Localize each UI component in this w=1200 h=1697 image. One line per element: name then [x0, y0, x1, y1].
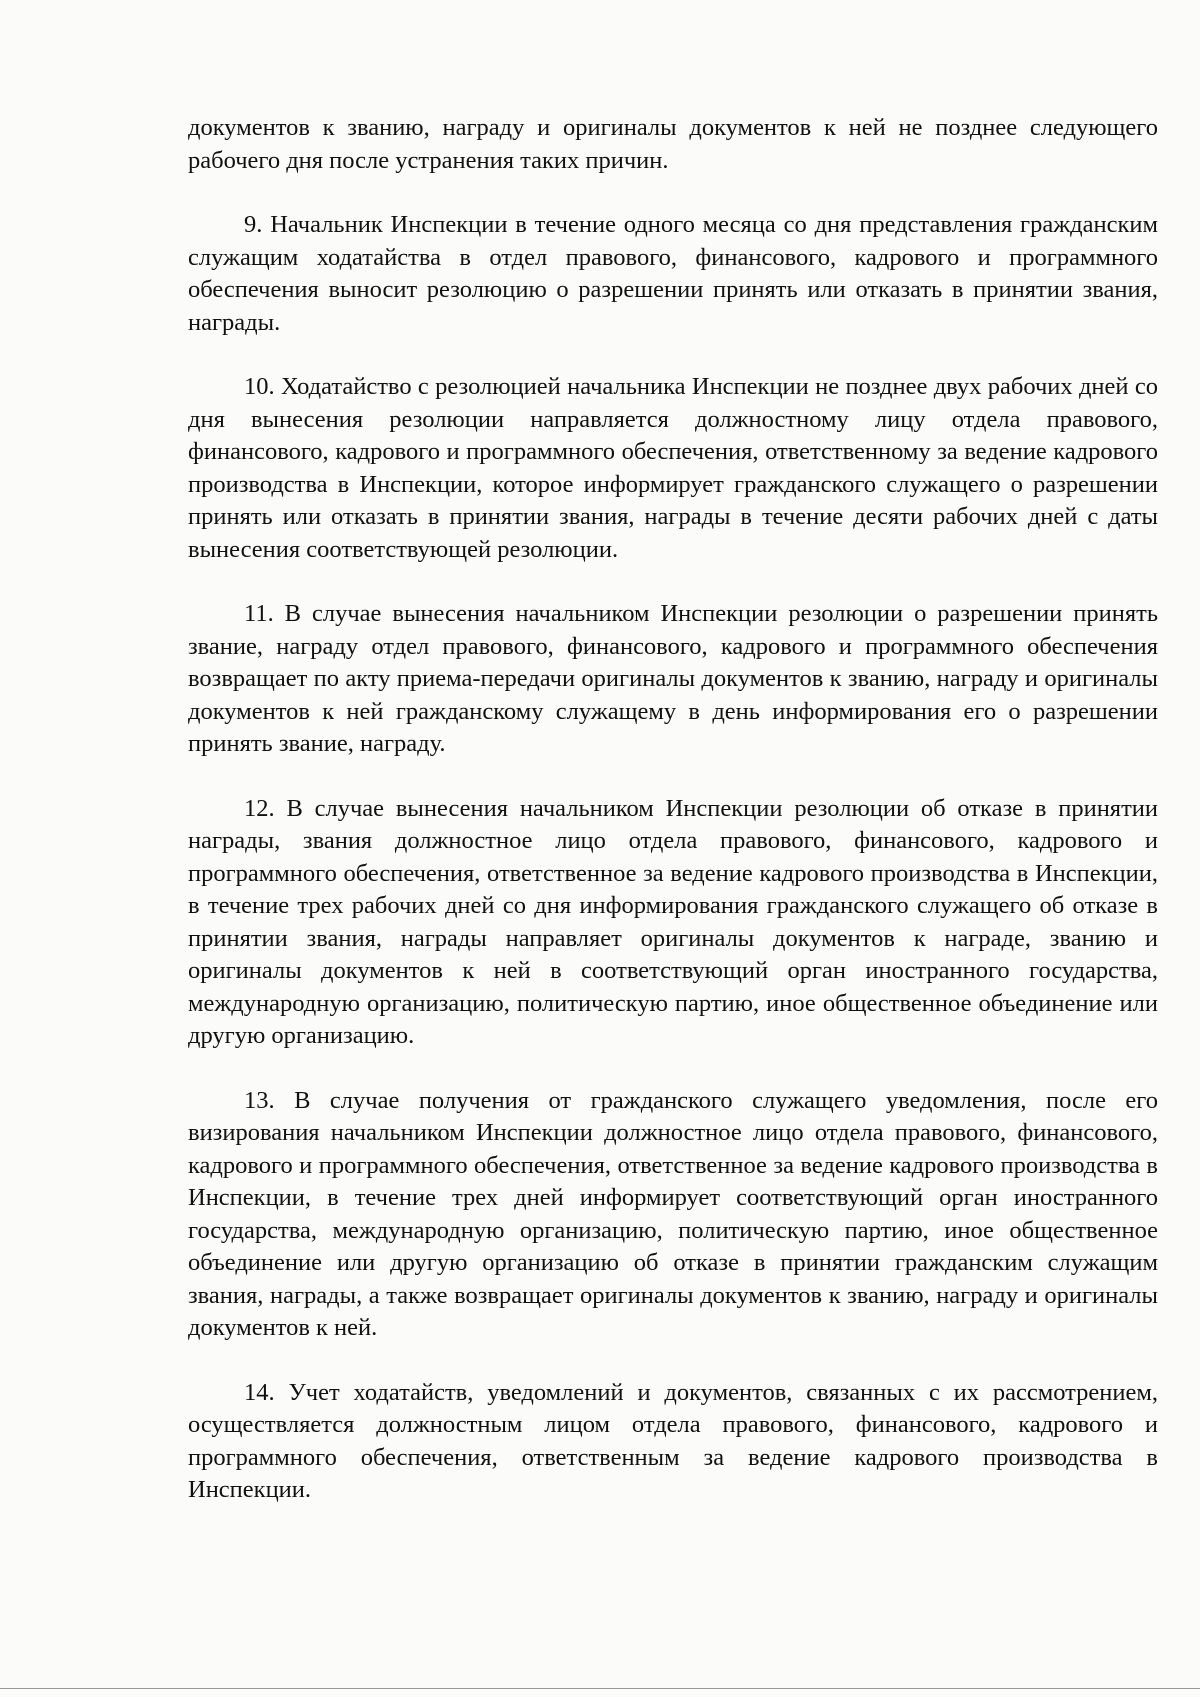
paragraph-item-11: 11. В случае вынесения начальником Инспекции резолюции о разрешении принять звание, награду отдел правового, финансового, кадрового и программного обеспечения возвращает по акту приема-передачи оригиналы документов к званию, награду и оригиналы документов к ней гражданскому служащему в день информирования его о разрешении принять звание, награду.	[188, 600, 1158, 757]
paragraph-continuation: документов к званию, награду и оригиналы документов к ней не позднее следующего рабочего дня после устранения таких причин.	[188, 114, 1158, 174]
paragraph-item-14: 14. Учет ходатайств, уведомлений и документов, связанных с их рассмотрением, осуществляется должностным лицом отдела правового, финансового, кадрового и программного обеспечения, ответственным за ведение кадрового производства в Инспекции.	[188, 1378, 1158, 1503]
paragraph-item-13: 13. В случае получения от гражданского служащего уведомления, после его визирования начальником Инспекции должностное лицо отдела правового, финансового, кадрового и программного обеспечения, ответственное за ведение кадрового производства в Инспекции, в течение трех дней информирует соответствующий орган иностранного государства, международную организацию, политическую партию, иное общественное объединение или другую организацию об отказе в принятии гражданским служащим звания, награды, а также возвращает оригиналы документов к званию, награду и оригиналы документов к ней.	[188, 1086, 1158, 1341]
paragraph-item-9: 9. Начальник Инспекции в течение одного месяца со дня представления гражданским служащим ходатайства в отдел правового, финансового, кадрового и программного обеспечения выносит резолюцию о разрешении принять или отказать в принятии звания, награды.	[188, 211, 1158, 336]
document-body	[188, 112, 1158, 1539]
page-bottom-rule	[0, 1688, 1200, 1689]
paragraph-item-12: 12. В случае вынесения начальником Инспекции резолюции об отказе в принятии награды, звания должностное лицо отдела правового, финансового, кадрового и программного обеспечения, ответственное за ведение кадрового производства в Инспекции, в течение трех рабочих дней со дня информирования гражданского служащего об отказе в принятии звания, награды направляет оригиналы документов к награде, званию и оригиналы документов к ней в соответствующий орган иностранного государства, международную организацию, политическую партию, иное общественное объединение или другую организацию.	[188, 794, 1158, 1049]
paragraph-item-10: 10. Ходатайство с резолюцией начальника Инспекции не позднее двух рабочих дней со дня вынесения резолюции направляется должностному лицу отдела правового, финансового, кадрового и программного обеспечения, ответственному за ведение кадрового производства в Инспекции, которое информирует гражданского служащего о разрешении принять или отказать в принятии звания, награды в течение десяти рабочих дней с даты вынесения соответствующей резолюции.	[188, 373, 1158, 563]
